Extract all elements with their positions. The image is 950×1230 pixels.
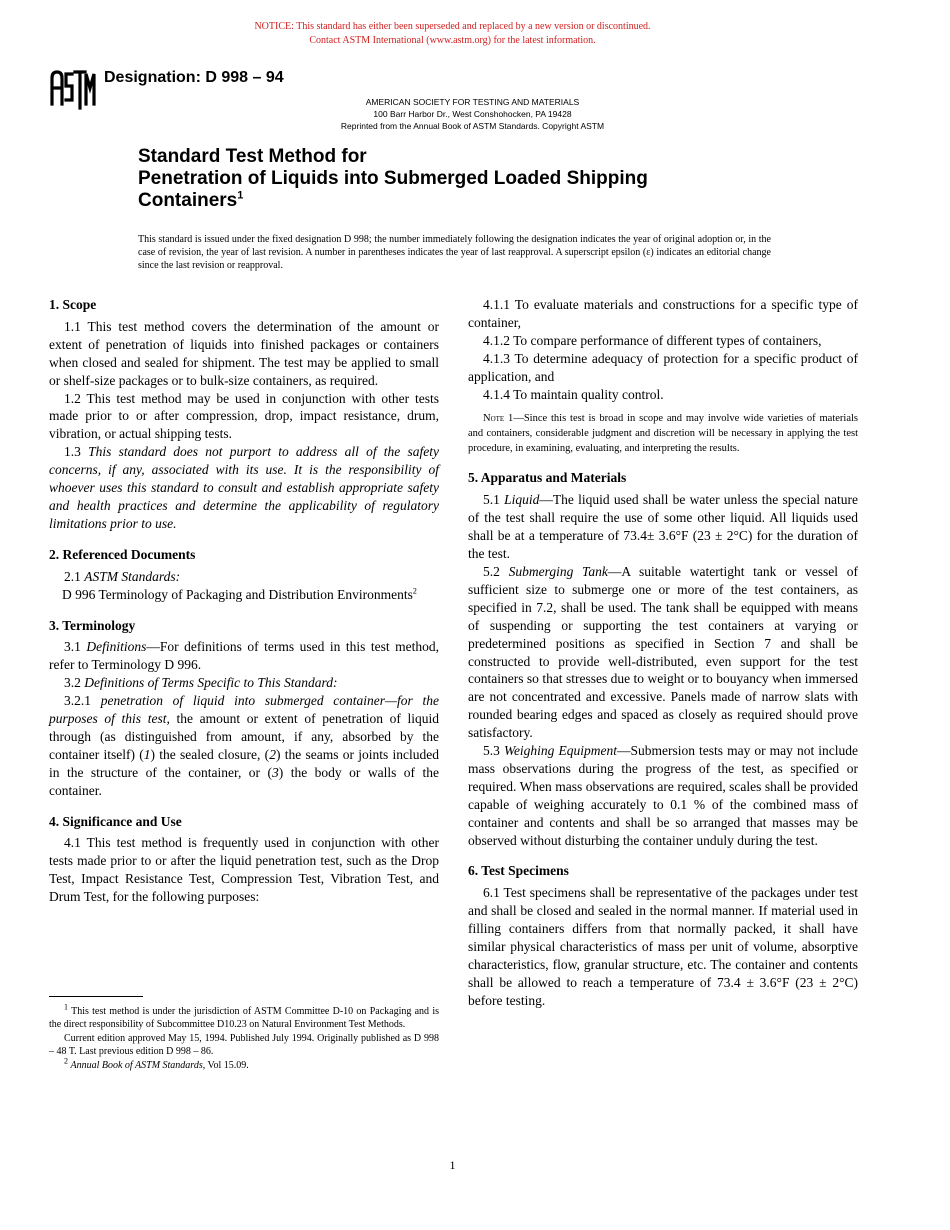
page-number: 1: [449, 1158, 456, 1172]
section-heading: 1. Scope: [49, 297, 97, 312]
paragraph: 4.1.3 To determine adequacy of protection for a specific product of application, and: [468, 350, 858, 384]
section-heading: 6. Test Specimens: [468, 863, 569, 879]
paragraph: 4.1.2 To compare performance of different types of containers,: [483, 332, 822, 348]
society-reprint: Reprinted from the Annual Book of ASTM Standards. Copyright ASTM: [340, 121, 605, 131]
footnote-1-continued: Current edition approved May 15, 1994. Published July 1994. Originally published as D 998 – 48 T. Last previous edition D 998 – 86.: [49, 1032, 439, 1058]
paragraph: 3.1 Definitions—For definitions of terms used in this test method, refer to Terminology D 996.: [49, 639, 440, 673]
title-line-3: Containers$^1$: [138, 189, 244, 211]
paragraph: 6.1 Test specimens shall be representative of the packages under test and shall be closed and sealed in the normal manner. If material used in filling containers differs from that normally packed, it shall have similar physical characteristics of mass per unit of volume, absorptive characteristics, flow, granular structure, etc. The container and contents shall be allowed to reach a temperature of 73.4 ± 3.6°F (23 ± 2°C) before testing.: [468, 885, 858, 1008]
section-heading: 2. Referenced Documents: [49, 546, 196, 562]
paragraph: 5.1 Liquid—The liquid used shall be water unless the special nature of the test shall require the use of some other liquid. All liquids used shall be at a temperature of 73.4± 3.6°F (23 ± 2°C) for the duration of the test.: [468, 492, 858, 562]
paragraph: 1.2 This test method may be used in conjunction with other tests made prior to or after compression, drop, impact resistance, drum, vibration, or actual shipping tests.: [49, 390, 439, 442]
section-heading: 5. Apparatus and Materials: [468, 470, 627, 486]
footnote-1: $^1$ This test method is under the jurisdiction of ASTM Committee D-10 on Packaging and is the direct responsibility of Subcommittee D10.23 on Natural Environment Test Methods.: [49, 1002, 439, 1031]
section-apparatus: [468, 469, 858, 849]
paragraph: 1.1 This test method covers the determination of the amount or extent of penetration of liquids into finished packages or containers when closed and sealed for shipment. The test may be applied to small or shelf-size packages or to bulk-size containers, as required.: [49, 318, 439, 388]
astm-logo-icon: [48, 64, 96, 112]
section-terminology: [49, 617, 439, 800]
section-test-specimens: [468, 862, 858, 1009]
footnote-divider: [49, 996, 143, 997]
footnotes: [49, 1002, 439, 1072]
right-column: [468, 296, 858, 1010]
paragraph: 4.1 This test method is frequently used in conjunction with other tests made prior to or after the liquid penetration test, such as the Drop Test, Impact Resistance Test, Compression Test, Vibration Test, and Drum Test, for the following purposes:: [49, 835, 439, 905]
note: Note 1—Since this test is broad in scope and may involve wide varieties of materials and containers, considerable judgment and discretion will be necessary in applying the test procedure, in examining, evaluating, and interpreting the results.: [468, 413, 858, 455]
notice-line-1: NOTICE: This standard has either been superseded and replaced by a new version or discontinued.: [254, 21, 651, 32]
paragraph: 2.1 ASTM Standards:: [64, 568, 181, 584]
society-address: 100 Barr Harbor Dr., West Conshohocken, PA 19428: [373, 109, 572, 119]
title-footnote-ref[interactable]: 1: [237, 189, 244, 202]
section-significance: [49, 813, 439, 907]
issued-statement: This standard is issued under the fixed designation D 998; the number immediately following the designation indicates the year of original adoption or, in the case of revision, the year of last revision. A number in parentheses indicates the year of last reapproval. A superscript epsilon (ε) indicates an editorial change since the last revision or reapproval.: [138, 234, 771, 272]
left-column: [49, 296, 439, 906]
section-referenced-documents: [49, 546, 439, 604]
paragraph: 4.1.4 To maintain quality control.: [483, 386, 664, 402]
society-block: [300, 96, 645, 132]
footnote-2: $^2$ Annual Book of ASTM Standards, Vol 15.09.: [64, 1056, 249, 1071]
reference-item: D 996 Terminology of Packaging and Distribution Environments$^2$: [62, 586, 417, 602]
paragraph: 5.2 Submerging Tank—A suitable watertight tank or vessel of sufficient size to submerge one or more of the test containers, as specified in 7.2, shall be used. The tank shall be equipped with means of suspending or supporting the test containers at varying or predetermined positions as specified in Section 7 and shall be constructed to provide well-distributed, even support for the test containers so that stresses due to weight or to bouyancy when immersed are not concentrated and excessive. Panels made of narrow slats with rounded bearing edges and spaced as closely as required should prove satisfactory.: [468, 563, 859, 741]
paragraph: 4.1.1 To evaluate materials and constructions for a specific type of container,: [468, 297, 858, 330]
title-line-2: Penetration of Liquids into Submerged Loaded Shipping: [138, 168, 648, 189]
section-significance-continued: [468, 296, 858, 456]
paragraph: 3.2.1 penetration of liquid into submerged container—for the purposes of this test, the amount or extent of penetration of liquid through (as distinguished from amount, if any, absorbed by the container itself) (1) the sealed closure, (2) the seams or joints included in the structure of the container, or (3) the body or walls of the container.: [49, 693, 440, 798]
title-line-1: Standard Test Method for: [138, 146, 367, 167]
section-scope: [49, 296, 439, 533]
document-title: [138, 146, 648, 212]
section-heading: 4. Significance and Use: [49, 813, 182, 829]
notice: [0, 20, 905, 48]
section-heading: 3. Terminology: [49, 617, 136, 633]
designation: Designation: D 998 – 94: [104, 69, 284, 86]
paragraph: 1.3 This standard does not purport to address all of the safety concerns, if any, associated with its use. It is the responsibility of whoever uses this standard to consult and establish appropriate safety and health practices and determine the applicability of regulatory limitations prior to use.: [49, 444, 439, 531]
notice-line-2: Contact ASTM International (www.astm.org) for the latest information.: [309, 35, 596, 46]
paragraph: 5.3 Weighing Equipment—Submersion tests may or may not include mass observations during the progress of the test, as specified or required. When mass observations are required, scales shall be provided capable of weighing accurately to 0.1 % of the combined mass of container and contents and shall be so arranged that masses may be observed without disturbing the container unduly during the test.: [468, 743, 859, 848]
society-name: AMERICAN SOCIETY FOR TESTING AND MATERIALS: [365, 97, 580, 107]
paragraph: 3.2 Definitions of Terms Specific to This Standard:: [64, 675, 338, 691]
footnote-ref[interactable]: 2: [412, 586, 417, 596]
